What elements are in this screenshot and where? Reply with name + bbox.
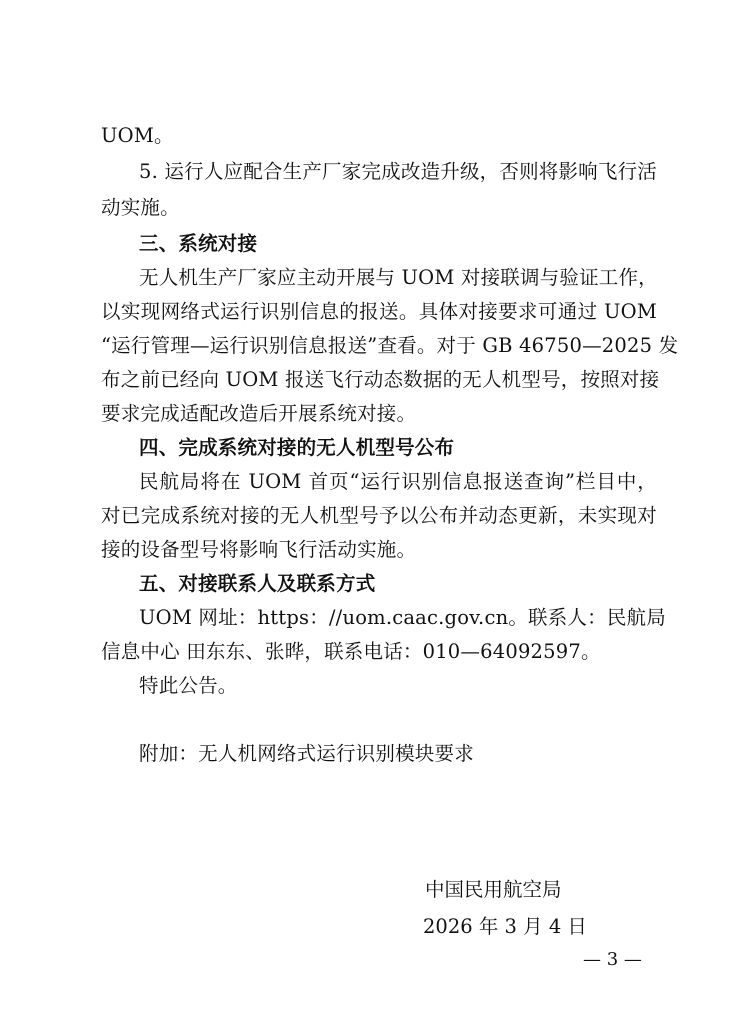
- page-number: — 3 —: [583, 949, 642, 970]
- paragraph-line: 要求完成适配改造后开展系统对接。: [101, 402, 417, 425]
- paragraph-line: 动实施。: [101, 196, 180, 219]
- paragraph-line: 信息中心 田东东、张晔，联系电话：010—64092597。: [101, 640, 601, 663]
- closing-line: 特此公告。: [139, 674, 238, 697]
- issuer-name: 中国民用航空局: [425, 878, 562, 901]
- issue-date: 2026 年 3 月 4 日: [423, 915, 587, 938]
- attachment-line: 附加：无人机网络式运行识别模块要求: [139, 742, 474, 765]
- section-heading-system-integration: 三、系统对接: [139, 232, 258, 255]
- paragraph-line: 以实现网络式运行识别信息的报送。具体对接要求可通过 UOM: [101, 300, 657, 323]
- paragraph-line: 对已完成系统对接的无人机型号予以公布并动态更新，未实现对: [101, 504, 657, 527]
- paragraph-line: 无人机生产厂家应主动开展与 UOM 对接联调与验证工作，: [139, 266, 658, 289]
- paragraph-line: UOM 网址：https：//uom.caac.gov.cn。联系人：民航局: [139, 606, 666, 629]
- paragraph-line: 接的设备型号将影响飞行活动实施。: [101, 538, 417, 561]
- section-heading-model-publication: 四、完成系统对接的无人机型号公布: [139, 436, 455, 459]
- paragraph-line: 5. 运行人应配合生产厂家完成改造升级，否则将影响飞行活: [139, 160, 657, 183]
- paragraph-line: 布之前已经向 UOM 报送飞行动态数据的无人机型号，按照对接: [101, 368, 660, 391]
- paragraph-line: UOM。: [101, 124, 174, 147]
- paragraph-line: 民航局将在 UOM 首页“运行识别信息报送查询”栏目中，: [139, 470, 657, 493]
- paragraph-line: “运行管理—运行识别信息报送”查看。对于 GB 46750—2025 发: [101, 334, 679, 357]
- section-heading-contacts: 五、对接联系人及联系方式: [139, 572, 376, 595]
